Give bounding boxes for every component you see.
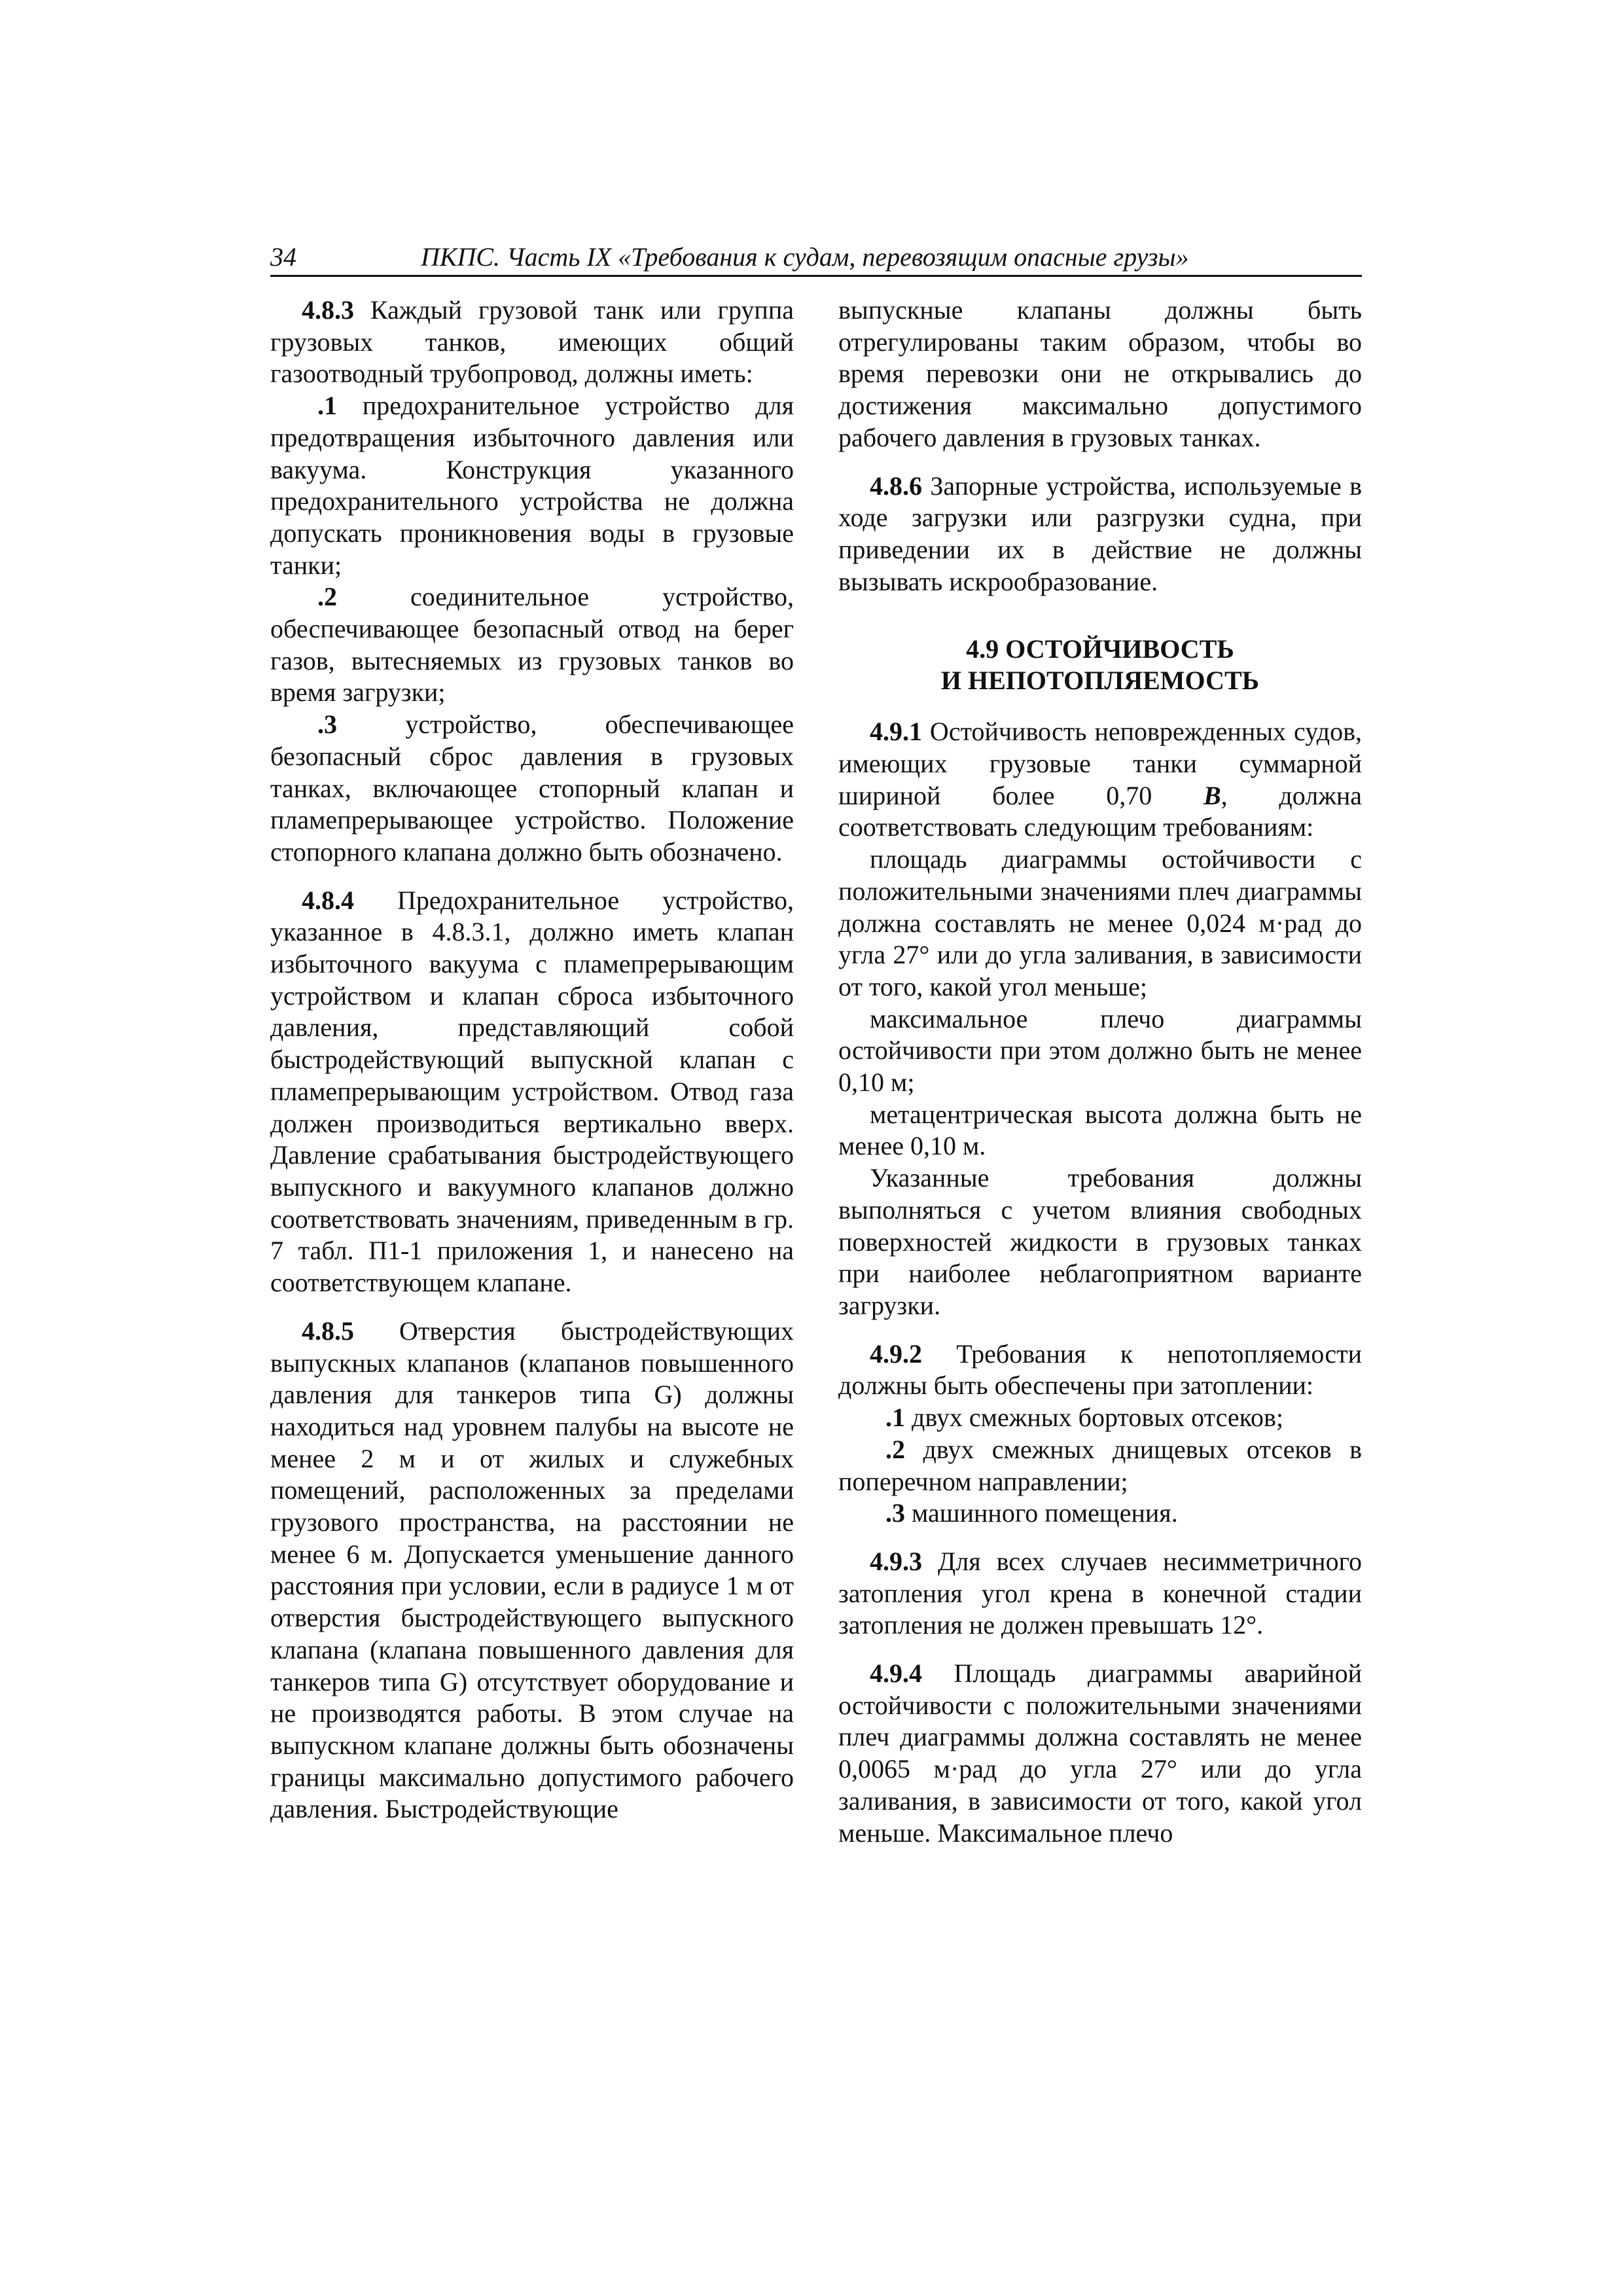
- clause-number: 4.9.4: [870, 1659, 922, 1689]
- clause-number: 4.8.3: [302, 295, 354, 325]
- list-item: [838, 1498, 1362, 1530]
- list-item: [838, 1402, 1362, 1434]
- item-number: .2: [317, 582, 337, 612]
- left-column: [270, 295, 794, 1825]
- item-number: .3: [317, 709, 337, 740]
- breadth-symbol: B: [1203, 780, 1221, 810]
- paragraph-4-8-5: [270, 1316, 794, 1825]
- clause-text: Предохранительное устройство, указанное в 4.8.3.1, должно иметь клапан избыточного вакуума с пламепрерывающим устройством и клапан сброса избыточного давления, представляющий собой быстродействующий выпускной клапан с пламепрерывающим устройством. Отвод газа должен производиться вертикально вверх. Давление срабатывания быстродействующего выпускного и вакуумного клапанов должно соответствовать значениям, приведенным в гр. 7 табл. П1-1 приложения 1, и нанесено на соответствующем клапане.: [270, 885, 794, 1298]
- clause-text: Запорные устройства, используемые в ходе загрузки или разгрузки судна, при приведении их в действие не должны вызывать искрообразование.: [838, 471, 1362, 596]
- clause-number: 4.8.4: [302, 885, 354, 915]
- paragraph-4-9-1: [838, 716, 1362, 844]
- clause-number: 4.9.3: [870, 1546, 922, 1576]
- section-heading: [838, 634, 1362, 696]
- running-title: ПКПС. Часть IX «Требования к судам, перевозящим опасные грузы»: [421, 242, 1189, 272]
- item-number: .3: [885, 1498, 905, 1528]
- list-item: [270, 581, 794, 709]
- right-column: [838, 295, 1362, 1849]
- paragraph-4-9-3: [838, 1546, 1362, 1641]
- requirement-note: Указанные требования должны выполняться с учетом влияния свободных поверхностей жидкости в грузовых танках при наиболее неблагоприятном варианте загрузки.: [838, 1163, 1362, 1320]
- clause-text: Площадь диаграммы аварийной остойчивости с положительными значениями плеч диаграммы должна составлять не менее 0,0065 м·рад до угла 27° или до угла заливания, в зависимости от того, какой угол меньше. Максимальное плечо: [838, 1659, 1362, 1848]
- section-heading-line-1: 4.9 ОСТОЙЧИВОСТЬ: [966, 634, 1234, 664]
- clause-text: Остойчивость неповрежденных судов, имеющих грузовые танки суммарной шириной более 0,70: [838, 717, 1362, 810]
- item-text: устройство, обеспечивающее безопасный сброс давления в грузовых танках, включающее стопорный клапан и пламепрерывающее устройство. Положение стопорного клапана должно быть обозначено.: [270, 709, 794, 867]
- requirement-max-lever: максимальное плечо диаграммы остойчивости при этом должно быть не менее 0,10 м;: [838, 1003, 1362, 1098]
- clause-number: 4.9.1: [870, 717, 922, 747]
- clause-text: Для всех случаев несимметричного затопления угол крена в конечной стадии затопления не должен превышать 12°.: [838, 1546, 1362, 1640]
- requirement-metacentric-height: метацентрическая высота должна быть не менее 0,10 м.: [838, 1099, 1362, 1161]
- list-item: [838, 1434, 1362, 1498]
- clause-text: , должна соответствовать следующим требованиям:: [838, 780, 1362, 842]
- clause-number: 4.9.2: [870, 1338, 922, 1369]
- list-item: [270, 709, 794, 869]
- item-number: .1: [885, 1403, 905, 1433]
- paragraph-4-9-4: [838, 1658, 1362, 1849]
- page-number: 34: [270, 242, 296, 272]
- paragraph-4-9-2: [838, 1338, 1362, 1402]
- clause-number: 4.8.6: [870, 471, 922, 501]
- item-text: машинного помещения.: [905, 1498, 1178, 1528]
- clause-text: Отверстия быстродействующих выпускных клапанов (клапанов повышенного давления для танкеров типа G) должны находиться над уровнем палубы на высоте не менее 2 м и от жилых и служебных помещений, расположенных за пределами грузового пространства, на расстоянии не менее 6 м. Допускается уменьшение данного расстояния при условии, если в радиусе 1 м от отверстия быстродействующего выпускного клапана (клапана повышенного давления для танкеров типа G) отсутствует оборудование и не производятся работы. В этом случае на выпускном клапане должны быть обозначены границы максимально допустимого рабочего давления. Быстродействующие: [270, 1316, 794, 1824]
- item-text: двух смежных бортовых отсеков;: [905, 1403, 1283, 1433]
- section-heading-line-2: И НЕПОТОПЛЯЕМОСТЬ: [940, 666, 1260, 696]
- item-text: двух смежных днищевых отсеков в поперечном направлении;: [838, 1434, 1362, 1496]
- paragraph-4-8-5-continued: выпускные клапаны должны быть отрегулированы таким образом, чтобы во время перевозки они не открывались до достижения максимально допустимого рабочего давления в грузовых танках.: [838, 295, 1362, 452]
- clause-text: Требования к непотопляемости должны быть обеспечены при затоплении:: [838, 1338, 1362, 1401]
- item-number: .2: [885, 1434, 905, 1464]
- item-text: предохранительное устройство для предотвращения избыточного давления или вакуума. Конструкция указанного предохранительного устройства не должна допускать проникновения воды в грузовые танки;: [270, 391, 794, 580]
- paragraph-4-8-3: [270, 295, 794, 390]
- clause-number: 4.8.5: [302, 1316, 354, 1346]
- item-text: соединительное устройство, обеспечивающее безопасный отвод на берег газов, вытесняемых из грузовых танков во время загрузки;: [270, 582, 794, 708]
- running-header: [270, 241, 1362, 277]
- clause-text: Каждый грузовой танк или группа грузовых танков, имеющих общий газоотводный трубопровод, должны иметь:: [270, 295, 794, 389]
- list-item: [270, 390, 794, 581]
- paragraph-4-8-4: [270, 885, 794, 1299]
- item-number: .1: [317, 391, 337, 421]
- paragraph-4-8-6: [838, 471, 1362, 598]
- requirement-area: площадь диаграммы остойчивости с положительными значениями плеч диаграммы должна составлять не менее 0,024 м·рад до угла 27° или до угла заливания, в зависимости от того, какой угол меньше;: [838, 844, 1362, 1001]
